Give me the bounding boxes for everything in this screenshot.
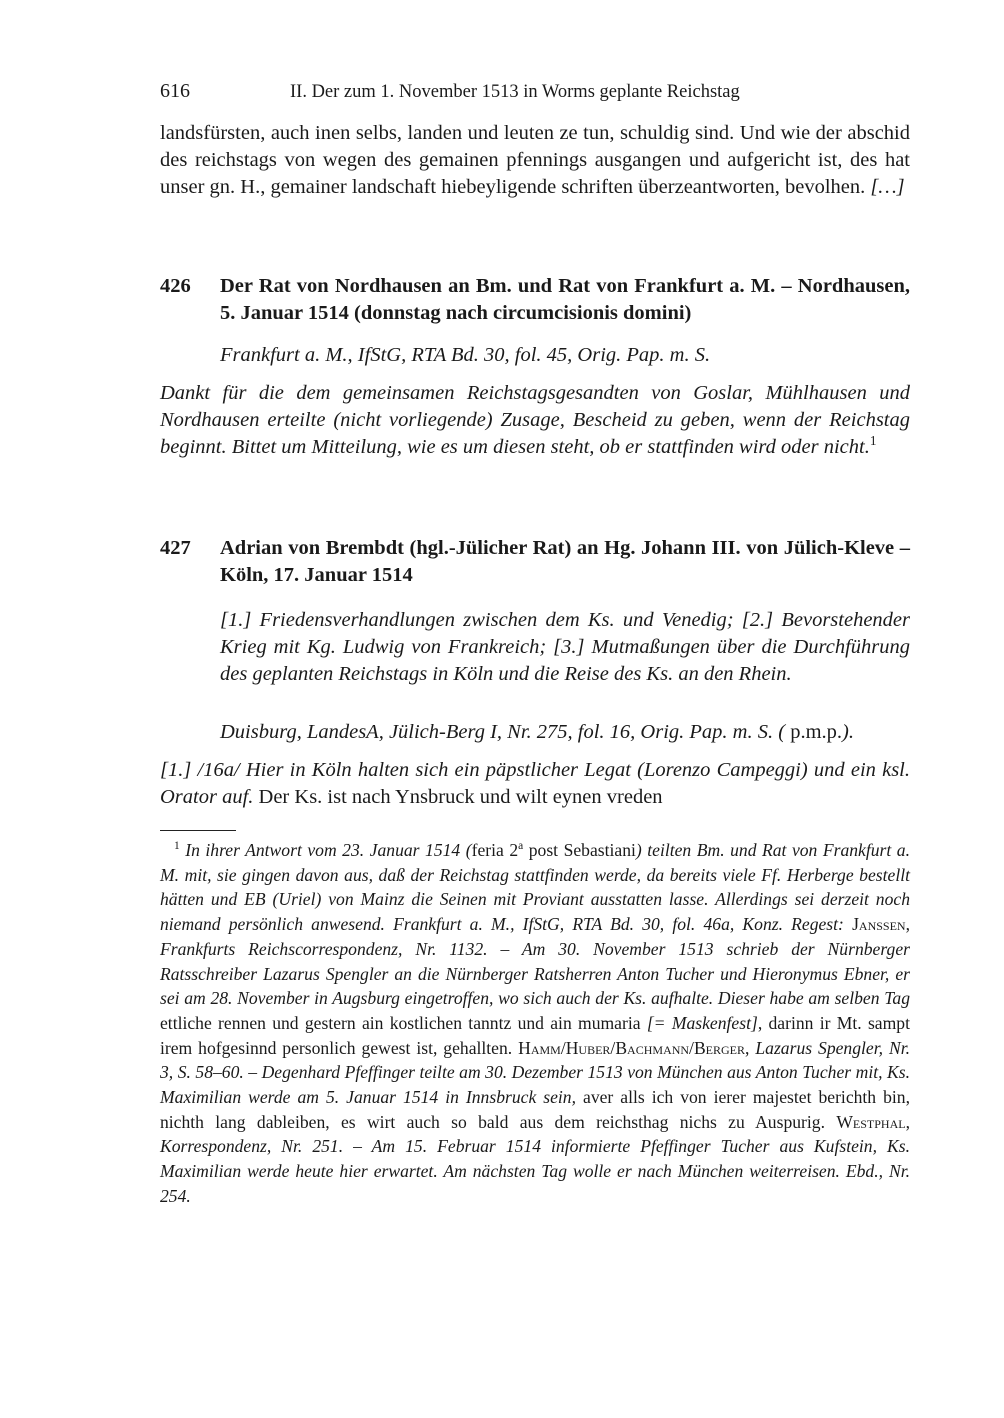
text-run: post Sebastiani xyxy=(523,840,636,860)
text-run: ettliche rennen und gestern ain kostlichen tanntz und ain mumaria xyxy=(160,1012,647,1033)
text-run: Frankfurts Reichscorrespondenz, Nr. 1132. – Am 30. November 1513 schrieb der Nürnberger Ratsschreiber Lazarus Spengler an die Nürnberger Ratsherren Anton Tucher und Hieronymus Ebner, er sei am 28. November in Augsburg eingetroffen, wo sich auch der Ks. aufhalte. Dieser habe am selben Tag xyxy=(160,938,910,1009)
text-run: landsfürsten, auch inen selbs, landen und leuten ze tun, schuldig sind. Und wie der abschid des reichstags von wegen des gemainen pfennings ausgangen und aufgericht ist, des hat unser gn. H., gemainer landschaft hiebeyligende schriften überzeantworten, bevolhen. xyxy=(160,122,910,199)
doc-number: 427 xyxy=(160,537,191,559)
running-title: II. Der zum 1. November 1513 in Worms geplante Reichstag xyxy=(290,82,740,102)
text-run: Der Ks. ist nach Ynsbruck und wilt eynen vreden xyxy=(253,786,663,809)
text-run: […] xyxy=(870,176,905,199)
doc-426-source: Frankfurt a. M., IfStG, RTA Bd. 30, fol. 45, Orig. Pap. m. S. xyxy=(220,344,711,366)
text-run: , darinn ir Mt. sampt irem hofgesinnd personlich gewest ist, gehallten. xyxy=(160,1012,910,1058)
text-run: ) teilten Bm. und Rat von Frankfurt a. M. mit, sie gingen davon aus, daß der Reichstag stattfinden werde, da bereits viele Ff. Herberge bestellt hätten und EB (Uriel) von Mainz die Seinen mit Proviant ausstatten lasse. Allerdings sei derzeit noch niemand persönlich anwesend. Frankfurt a. M., IfStG, RTA Bd. 30, fol. 46a, Konz. Regest: xyxy=(160,840,910,935)
text-run: Westphal xyxy=(836,1111,906,1132)
text-run: Hamm/Huber/Bachmann/Berger xyxy=(518,1037,746,1058)
text-run: [= Maskenfest] xyxy=(646,1012,758,1033)
text-run: Korrespondenz, Nr. 251. – Am 15. Februar 1514 informierte Pfeffinger Tucher aus Kufstein, Ks. Maximilian werde heute hier erwartet. Am nächsten Tag wolle er nach München weiterreisen. Ebd., Nr. 254. xyxy=(160,1136,910,1206)
text-run: Lazarus Spengler, Nr. 3, S. 58–60. – Degenhard Pfeffinger teilte am 30. Dezember 1513 von München aus Anton Tucher mit, Ks. Maximilian werde am 5. Januar 1514 in Innsbruck sein, xyxy=(160,1037,910,1108)
footnote-1 xyxy=(160,838,910,1209)
superscript: a xyxy=(518,840,524,853)
superscript: 1 xyxy=(174,840,180,853)
superscript: 1 xyxy=(869,433,877,449)
doc-427-regest: [1.] Friedensverhandlungen zwischen dem Ks. und Venedig; [2.] Bevorstehender Krieg mit Kg. Ludwig von Frankreich; [3.] Mutmaßungen über die Durchführung des geplanten Reichstags in Köln und die Reise des Ks. an den Rhein. xyxy=(220,609,910,686)
page-number: 616 xyxy=(160,80,190,102)
text-run: Duisburg, LandesA, Jülich-Berg I, Nr. 275, fol. 16, Orig. Pap. m. S. ( xyxy=(220,721,791,743)
text-run: Dankt für die dem gemeinsamen Reichstagsgesandten von Goslar, Mühlhausen und Nordhausen erteilte (nicht vorliegende) Zusage, Bescheid zu geben, wenn der Reichstag beginnt. Bittet um Mitteilung, wie es um diesen steht, ob er stattfinden wird oder nicht. xyxy=(160,382,910,459)
doc-427-source xyxy=(220,719,910,746)
text-run: Janssen xyxy=(852,914,906,935)
text-run: p.m.p. xyxy=(790,721,843,743)
text-run: [1.] /16a/ Hier in Köln halten sich ein päpstlicher Legat (Lorenzo Campeggi) und ein ksl. Orator auf. xyxy=(160,759,910,809)
text-run: feria 2 xyxy=(471,840,519,860)
doc-426-summary xyxy=(160,380,910,462)
text-run: , xyxy=(905,914,910,935)
doc-427-text xyxy=(160,757,910,811)
intro-paragraph xyxy=(160,120,910,202)
doc-number: 426 xyxy=(160,275,191,297)
doc-427-heading-block xyxy=(160,535,910,589)
doc-426-heading-block xyxy=(160,273,910,327)
text-run: ). xyxy=(842,721,854,743)
text-run: , xyxy=(745,1037,756,1058)
footnote-rule xyxy=(160,830,236,831)
text-run: In ihrer Antwort vom 23. Januar 1514 ( xyxy=(179,840,472,860)
text-run: aver alls ich von ierer majestet berichth bin, nichth lang dableiben, es wirt auch so bald aus dem reichsthag nichs zu Auspurig. xyxy=(160,1087,910,1132)
doc-heading: Adrian von Brembdt (hgl.-Jülicher Rat) an Hg. Johann III. von Jülich-Kleve – Köln, 17. Januar 1514 xyxy=(220,537,910,586)
text-run: , xyxy=(905,1111,910,1132)
doc-heading: Der Rat von Nordhausen an Bm. und Rat von Frankfurt a. M. – Nordhausen, 5. Januar 1514 (donnstag nach circumcisionis domini) xyxy=(220,275,910,324)
